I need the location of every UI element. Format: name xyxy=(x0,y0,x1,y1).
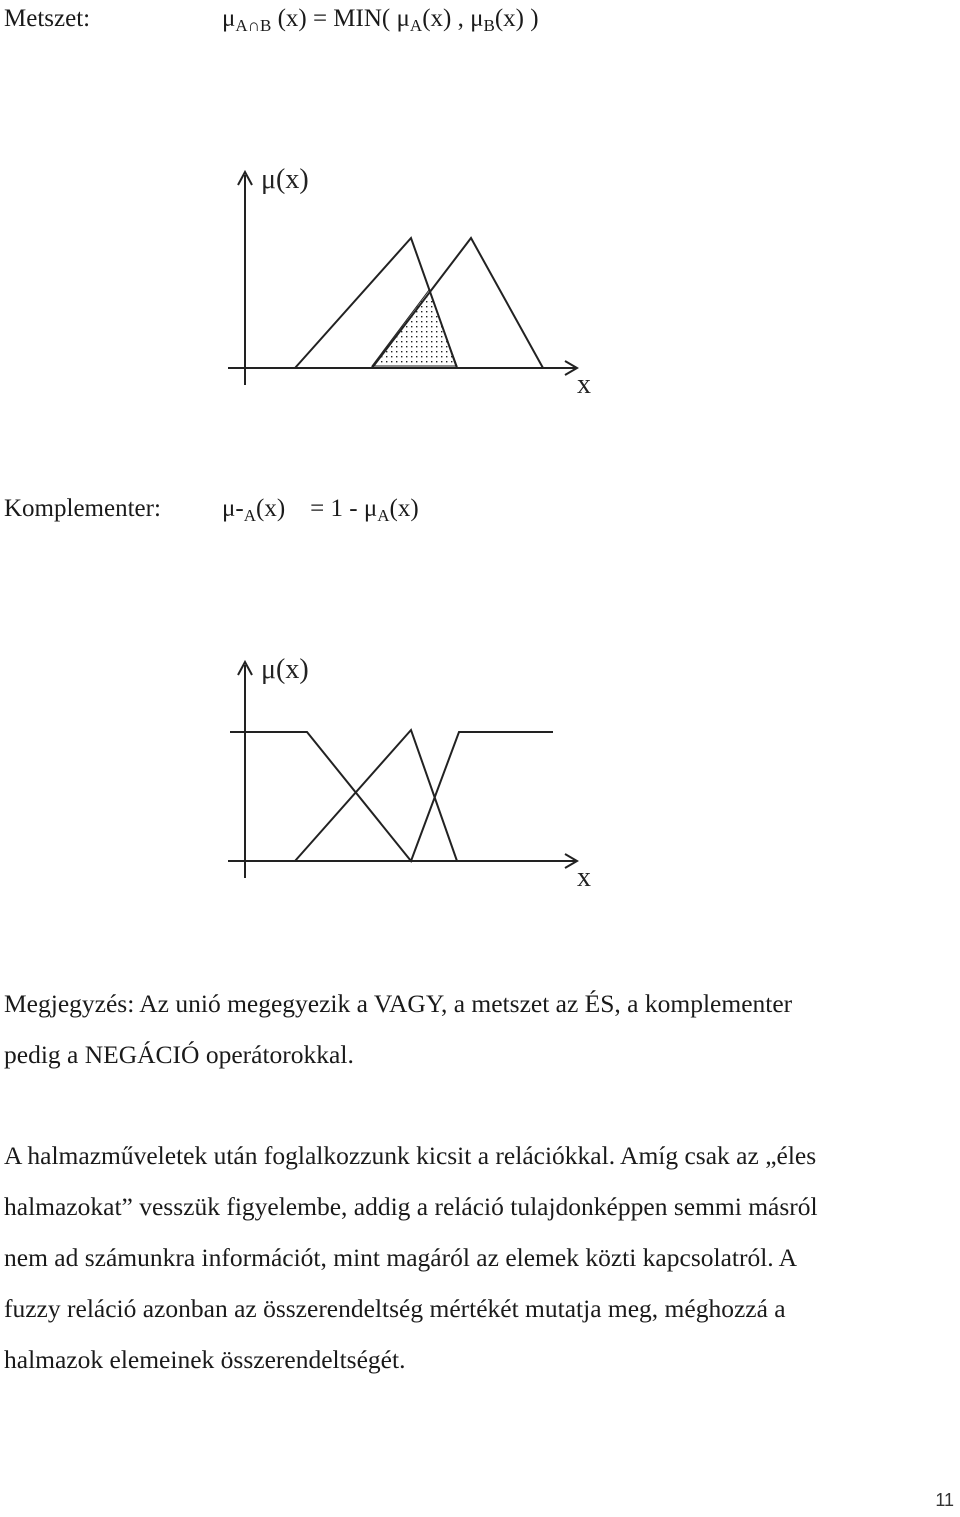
x-axis-label: x xyxy=(577,862,591,890)
metszet-label: Metszet: xyxy=(4,5,91,32)
komplementer-label: Komplementer: xyxy=(4,495,161,522)
komplementer-formula: $\mu-_A(x)$ = $1 - \mu_A(x)$ xyxy=(222,495,419,525)
intersection-area xyxy=(372,290,457,366)
paragraph-line: A halmazműveletek után foglalkozzunk kicsit a relációkkal. Amíg csak az „éles xyxy=(4,1141,817,1170)
triangle-a xyxy=(295,730,457,861)
complement-diagram xyxy=(225,640,615,890)
page-number: 11 xyxy=(935,1490,954,1510)
x-axis-label: x xyxy=(577,369,591,400)
y-axis-label: μ(x) xyxy=(261,654,309,685)
intersection-diagram xyxy=(225,150,615,400)
paragraph-line: halmazok elemeinek összerendeltségét. xyxy=(4,1345,406,1374)
paragraph-line: fuzzy reláció azonban az összerendeltség mértékét mutatja meg, méghozzá a xyxy=(4,1294,786,1323)
y-axis-label: μ(x) xyxy=(261,164,309,195)
paragraph-line: nem ad számunkra információt, mint magáról az elemek közti kapcsolatról. A xyxy=(4,1243,798,1272)
paragraph-line: halmazokat” vesszük figyelembe, addig a reláció tulajdonképpen semmi másról xyxy=(4,1192,818,1221)
note-line: Megjegyzés: Az unió megegyezik a VAGY, a metszet az ÉS, a komplementer xyxy=(4,989,793,1018)
body-paragraph xyxy=(4,1130,818,1385)
note xyxy=(4,978,792,1080)
metszet-formula: $\mu_{A\cap B}$ (x) = MIN( $\mu_A(x)$ , $\mu_B(x)$ ) xyxy=(222,5,539,35)
note-line: pedig a NEGÁCIÓ operátorokkal. xyxy=(4,1040,354,1069)
